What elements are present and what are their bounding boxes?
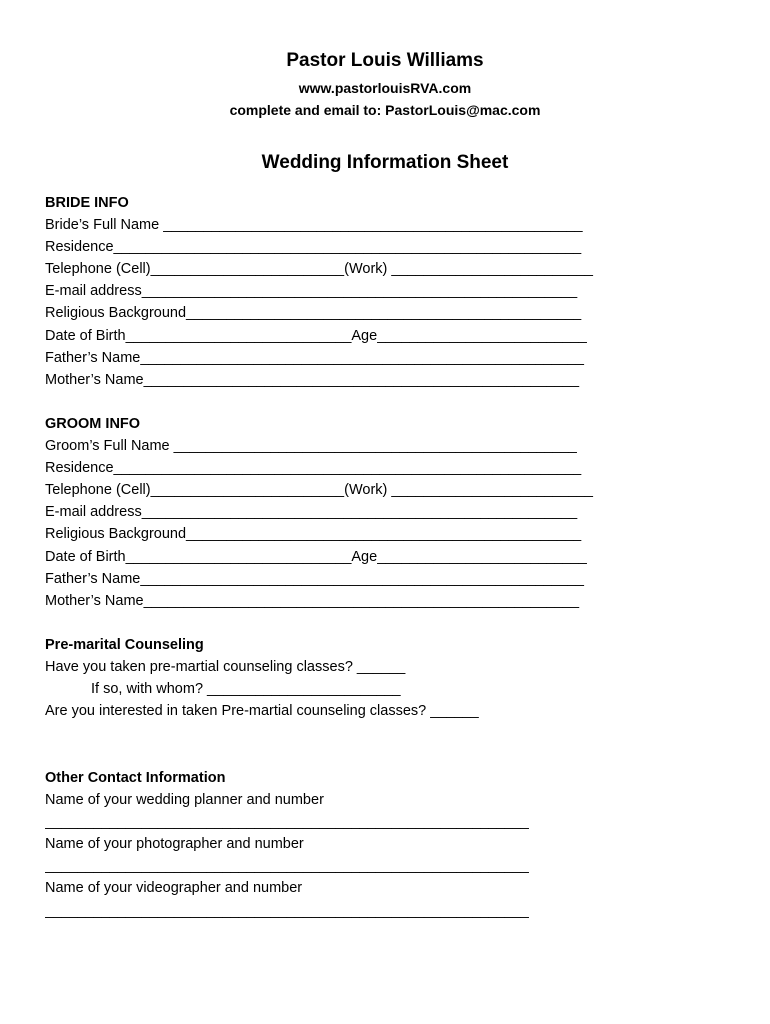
counseling-section xyxy=(45,634,685,722)
groom-mother-field[interactable]: Mother’s Name______________________________________________________ xyxy=(45,592,580,609)
website-text: www.pastorlouisRVA.com xyxy=(298,80,472,96)
bride-email-field[interactable]: E-mail address______________________________________________________ xyxy=(45,283,578,300)
form-title: Wedding Information Sheet xyxy=(261,152,509,173)
counseling-with-whom-field[interactable]: If so, with whom? ________________________ xyxy=(91,681,401,698)
email-instruction: complete and email to: PastorLouis@mac.com xyxy=(229,102,541,118)
bride-father-field[interactable]: Father’s Name_______________________________________________________ xyxy=(45,349,584,366)
counseling-taken-field[interactable]: Have you taken pre-martial counseling classes? ______ xyxy=(45,659,406,676)
groom-info-heading: GROOM INFO xyxy=(45,416,141,432)
bride-telephone-field[interactable]: Telephone (Cell)________________________(Work) _________________________ xyxy=(45,261,593,278)
bride-full-name-field[interactable]: Bride’s Full Name ____________________________________________________ xyxy=(45,217,583,234)
other-contact-heading: Other Contact Information xyxy=(45,770,226,786)
groom-father-field[interactable]: Father’s Name_______________________________________________________ xyxy=(45,570,584,587)
groom-email-field[interactable]: E-mail address______________________________________________________ xyxy=(45,504,578,521)
other-contact-section xyxy=(45,767,685,922)
groom-dob-age-field[interactable]: Date of Birth____________________________Age__________________________ xyxy=(45,548,587,565)
groom-full-name-field[interactable]: Groom’s Full Name __________________________________________________ xyxy=(45,438,577,455)
counseling-interest-field[interactable]: Are you interested in taken Pre-martial counseling classes? ______ xyxy=(45,703,479,720)
photographer-label: Name of your photographer and number xyxy=(45,836,304,853)
videographer-label: Name of your videographer and number xyxy=(45,880,303,897)
bride-dob-age-field[interactable]: Date of Birth____________________________Age__________________________ xyxy=(45,327,587,344)
photographer-field[interactable]: ____________________________________________________________ xyxy=(45,858,529,875)
videographer-field[interactable]: ____________________________________________________________ xyxy=(45,902,529,919)
groom-religious-field[interactable]: Religious Background_________________________________________________ xyxy=(45,526,582,543)
groom-telephone-field[interactable]: Telephone (Cell)________________________(Work) _________________________ xyxy=(45,482,593,499)
counseling-heading: Pre-marital Counseling xyxy=(45,637,204,653)
groom-residence-field[interactable]: Residence__________________________________________________________ xyxy=(45,460,582,477)
bride-residence-field[interactable]: Residence__________________________________________________________ xyxy=(45,239,582,256)
groom-info-section xyxy=(45,413,685,612)
bride-info-heading: BRIDE INFO xyxy=(45,195,129,211)
bride-info-section xyxy=(45,192,685,391)
pastor-name: Pastor Louis Williams xyxy=(286,50,484,71)
bride-mother-field[interactable]: Mother’s Name______________________________________________________ xyxy=(45,371,580,388)
bride-religious-field[interactable]: Religious Background_________________________________________________ xyxy=(45,305,582,322)
planner-field[interactable]: ____________________________________________________________ xyxy=(45,814,529,831)
planner-label: Name of your wedding planner and number xyxy=(45,792,324,809)
